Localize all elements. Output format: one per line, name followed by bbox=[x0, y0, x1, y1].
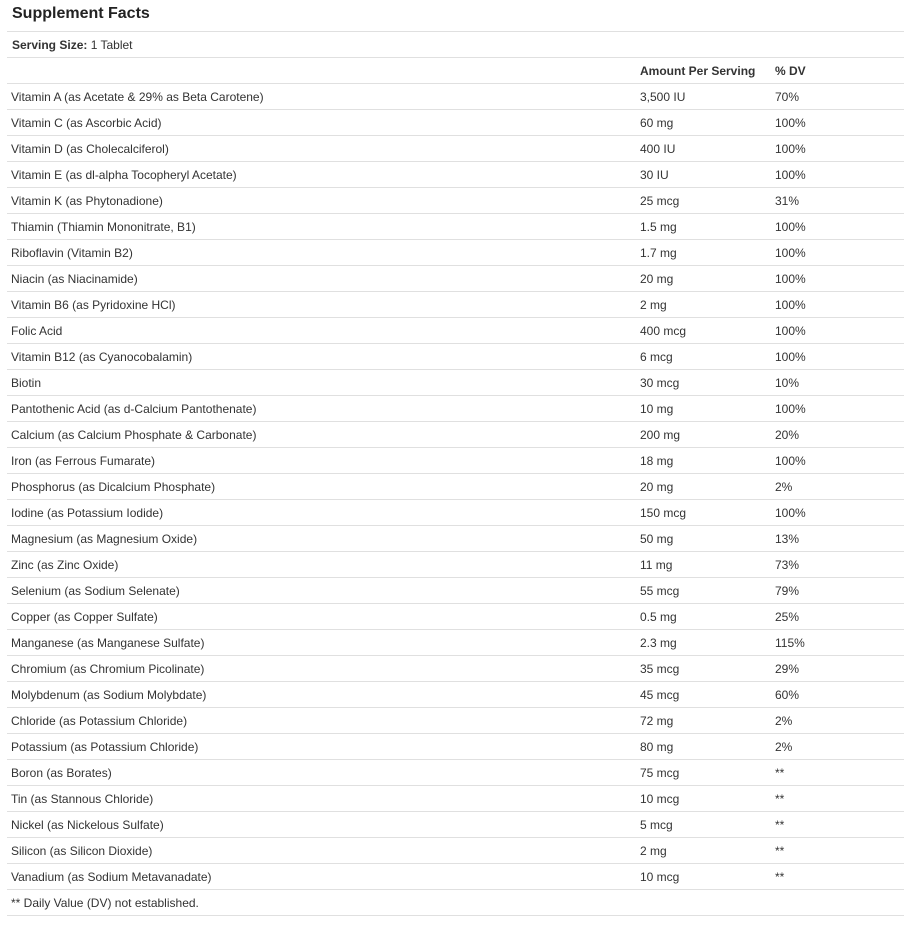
amount-per-serving: 35 mcg bbox=[640, 656, 775, 682]
percent-dv: ** bbox=[775, 812, 904, 838]
percent-dv: 2% bbox=[775, 708, 904, 734]
table-row bbox=[7, 240, 904, 266]
percent-dv: 100% bbox=[775, 162, 904, 188]
percent-dv: 100% bbox=[775, 448, 904, 474]
percent-dv: 2% bbox=[775, 734, 904, 760]
nutrient-name: Calcium (as Calcium Phosphate & Carbonate) bbox=[7, 422, 640, 448]
amount-per-serving: 10 mcg bbox=[640, 786, 775, 812]
table-row bbox=[7, 604, 904, 630]
amount-per-serving: 3,500 IU bbox=[640, 84, 775, 110]
percent-dv: 31% bbox=[775, 188, 904, 214]
nutrient-name: Iron (as Ferrous Fumarate) bbox=[7, 448, 640, 474]
table-row bbox=[7, 760, 904, 786]
amount-per-serving: 10 mcg bbox=[640, 864, 775, 890]
nutrient-name: Vanadium (as Sodium Metavanadate) bbox=[7, 864, 640, 890]
nutrient-name: Manganese (as Manganese Sulfate) bbox=[7, 630, 640, 656]
amount-per-serving: 6 mcg bbox=[640, 344, 775, 370]
table-row bbox=[7, 370, 904, 396]
percent-dv: 100% bbox=[775, 240, 904, 266]
amount-per-serving: 20 mg bbox=[640, 266, 775, 292]
table-row bbox=[7, 136, 904, 162]
nutrient-name: Magnesium (as Magnesium Oxide) bbox=[7, 526, 640, 552]
nutrient-name: Molybdenum (as Sodium Molybdate) bbox=[7, 682, 640, 708]
table-row bbox=[7, 864, 904, 890]
percent-dv: 100% bbox=[775, 318, 904, 344]
amount-per-serving: 30 IU bbox=[640, 162, 775, 188]
amount-per-serving: 25 mcg bbox=[640, 188, 775, 214]
table-row bbox=[7, 448, 904, 474]
amount-per-serving: 2 mg bbox=[640, 838, 775, 864]
percent-dv: 115% bbox=[775, 630, 904, 656]
percent-dv: 70% bbox=[775, 84, 904, 110]
percent-dv: 100% bbox=[775, 396, 904, 422]
table-row bbox=[7, 656, 904, 682]
table-header-row bbox=[7, 58, 904, 84]
amount-per-serving: 11 mg bbox=[640, 552, 775, 578]
amount-per-serving: 5 mcg bbox=[640, 812, 775, 838]
percent-dv: 29% bbox=[775, 656, 904, 682]
nutrient-name: Chromium (as Chromium Picolinate) bbox=[7, 656, 640, 682]
amount-per-serving: 30 mcg bbox=[640, 370, 775, 396]
amount-per-serving: 20 mg bbox=[640, 474, 775, 500]
nutrient-name: Iodine (as Potassium Iodide) bbox=[7, 500, 640, 526]
amount-per-serving: 45 mcg bbox=[640, 682, 775, 708]
amount-per-serving: 72 mg bbox=[640, 708, 775, 734]
nutrient-name: Copper (as Copper Sulfate) bbox=[7, 604, 640, 630]
table-row bbox=[7, 214, 904, 240]
table-row bbox=[7, 188, 904, 214]
percent-dv: ** bbox=[775, 864, 904, 890]
amount-per-serving: 0.5 mg bbox=[640, 604, 775, 630]
footnote-row bbox=[7, 890, 904, 916]
supplement-facts-table bbox=[7, 57, 904, 916]
percent-dv: 100% bbox=[775, 214, 904, 240]
percent-dv: 73% bbox=[775, 552, 904, 578]
table-row bbox=[7, 422, 904, 448]
percent-dv: 100% bbox=[775, 266, 904, 292]
amount-per-serving: 60 mg bbox=[640, 110, 775, 136]
percent-dv: 2% bbox=[775, 474, 904, 500]
percent-dv: 100% bbox=[775, 500, 904, 526]
table-row bbox=[7, 318, 904, 344]
table-body bbox=[7, 84, 904, 890]
nutrient-name: Selenium (as Sodium Selenate) bbox=[7, 578, 640, 604]
serving-size-value: 1 Tablet bbox=[90, 38, 133, 52]
nutrient-name: Phosphorus (as Dicalcium Phosphate) bbox=[7, 474, 640, 500]
table-row bbox=[7, 266, 904, 292]
amount-per-serving: 200 mg bbox=[640, 422, 775, 448]
column-header-amount: Amount Per Serving bbox=[640, 58, 775, 84]
percent-dv: 10% bbox=[775, 370, 904, 396]
nutrient-name: Vitamin A (as Acetate & 29% as Beta Carotene) bbox=[7, 84, 640, 110]
amount-per-serving: 1.5 mg bbox=[640, 214, 775, 240]
amount-per-serving: 80 mg bbox=[640, 734, 775, 760]
table-row bbox=[7, 292, 904, 318]
percent-dv: 25% bbox=[775, 604, 904, 630]
amount-per-serving: 2.3 mg bbox=[640, 630, 775, 656]
serving-size-label: Serving Size: bbox=[12, 38, 88, 52]
column-header-nutrient bbox=[7, 58, 640, 84]
nutrient-name: Vitamin E (as dl-alpha Tocopheryl Acetate) bbox=[7, 162, 640, 188]
percent-dv: 100% bbox=[775, 292, 904, 318]
percent-dv: 20% bbox=[775, 422, 904, 448]
table-row bbox=[7, 630, 904, 656]
amount-per-serving: 55 mcg bbox=[640, 578, 775, 604]
column-header-dv: % DV bbox=[775, 58, 904, 84]
nutrient-name: Niacin (as Niacinamide) bbox=[7, 266, 640, 292]
amount-per-serving: 400 mcg bbox=[640, 318, 775, 344]
nutrient-name: Riboflavin (Vitamin B2) bbox=[7, 240, 640, 266]
nutrient-name: Vitamin K (as Phytonadione) bbox=[7, 188, 640, 214]
nutrient-name: Chloride (as Potassium Chloride) bbox=[7, 708, 640, 734]
nutrient-name: Folic Acid bbox=[7, 318, 640, 344]
table-row bbox=[7, 812, 904, 838]
percent-dv: 13% bbox=[775, 526, 904, 552]
nutrient-name: Silicon (as Silicon Dioxide) bbox=[7, 838, 640, 864]
table-row bbox=[7, 84, 904, 110]
table-row bbox=[7, 110, 904, 136]
amount-per-serving: 50 mg bbox=[640, 526, 775, 552]
nutrient-name: Vitamin B6 (as Pyridoxine HCl) bbox=[7, 292, 640, 318]
table-row bbox=[7, 526, 904, 552]
nutrient-name: Vitamin B12 (as Cyanocobalamin) bbox=[7, 344, 640, 370]
table-row bbox=[7, 552, 904, 578]
nutrient-name: Vitamin C (as Ascorbic Acid) bbox=[7, 110, 640, 136]
table-row bbox=[7, 344, 904, 370]
percent-dv: ** bbox=[775, 838, 904, 864]
percent-dv: ** bbox=[775, 786, 904, 812]
amount-per-serving: 10 mg bbox=[640, 396, 775, 422]
nutrient-name: Tin (as Stannous Chloride) bbox=[7, 786, 640, 812]
page-title: Supplement Facts bbox=[12, 5, 150, 22]
table-row bbox=[7, 396, 904, 422]
table-row bbox=[7, 578, 904, 604]
table-row bbox=[7, 162, 904, 188]
nutrient-name: Biotin bbox=[7, 370, 640, 396]
table-row bbox=[7, 786, 904, 812]
serving-size bbox=[7, 31, 904, 57]
percent-dv: 79% bbox=[775, 578, 904, 604]
nutrient-name: Nickel (as Nickelous Sulfate) bbox=[7, 812, 640, 838]
nutrient-name: Thiamin (Thiamin Mononitrate, B1) bbox=[7, 214, 640, 240]
nutrient-name: Potassium (as Potassium Chloride) bbox=[7, 734, 640, 760]
percent-dv: 100% bbox=[775, 136, 904, 162]
percent-dv: 60% bbox=[775, 682, 904, 708]
table-row bbox=[7, 708, 904, 734]
table-row bbox=[7, 474, 904, 500]
percent-dv: ** bbox=[775, 760, 904, 786]
amount-per-serving: 400 IU bbox=[640, 136, 775, 162]
nutrient-name: Boron (as Borates) bbox=[7, 760, 640, 786]
table-row bbox=[7, 500, 904, 526]
percent-dv: 100% bbox=[775, 110, 904, 136]
amount-per-serving: 18 mg bbox=[640, 448, 775, 474]
amount-per-serving: 150 mcg bbox=[640, 500, 775, 526]
percent-dv: 100% bbox=[775, 344, 904, 370]
amount-per-serving: 2 mg bbox=[640, 292, 775, 318]
footnote: ** Daily Value (DV) not established. bbox=[7, 890, 904, 916]
table-row bbox=[7, 734, 904, 760]
amount-per-serving: 75 mcg bbox=[640, 760, 775, 786]
nutrient-name: Vitamin D (as Cholecalciferol) bbox=[7, 136, 640, 162]
table-row bbox=[7, 838, 904, 864]
amount-per-serving: 1.7 mg bbox=[640, 240, 775, 266]
nutrient-name: Pantothenic Acid (as d-Calcium Pantothenate) bbox=[7, 396, 640, 422]
table-row bbox=[7, 682, 904, 708]
nutrient-name: Zinc (as Zinc Oxide) bbox=[7, 552, 640, 578]
